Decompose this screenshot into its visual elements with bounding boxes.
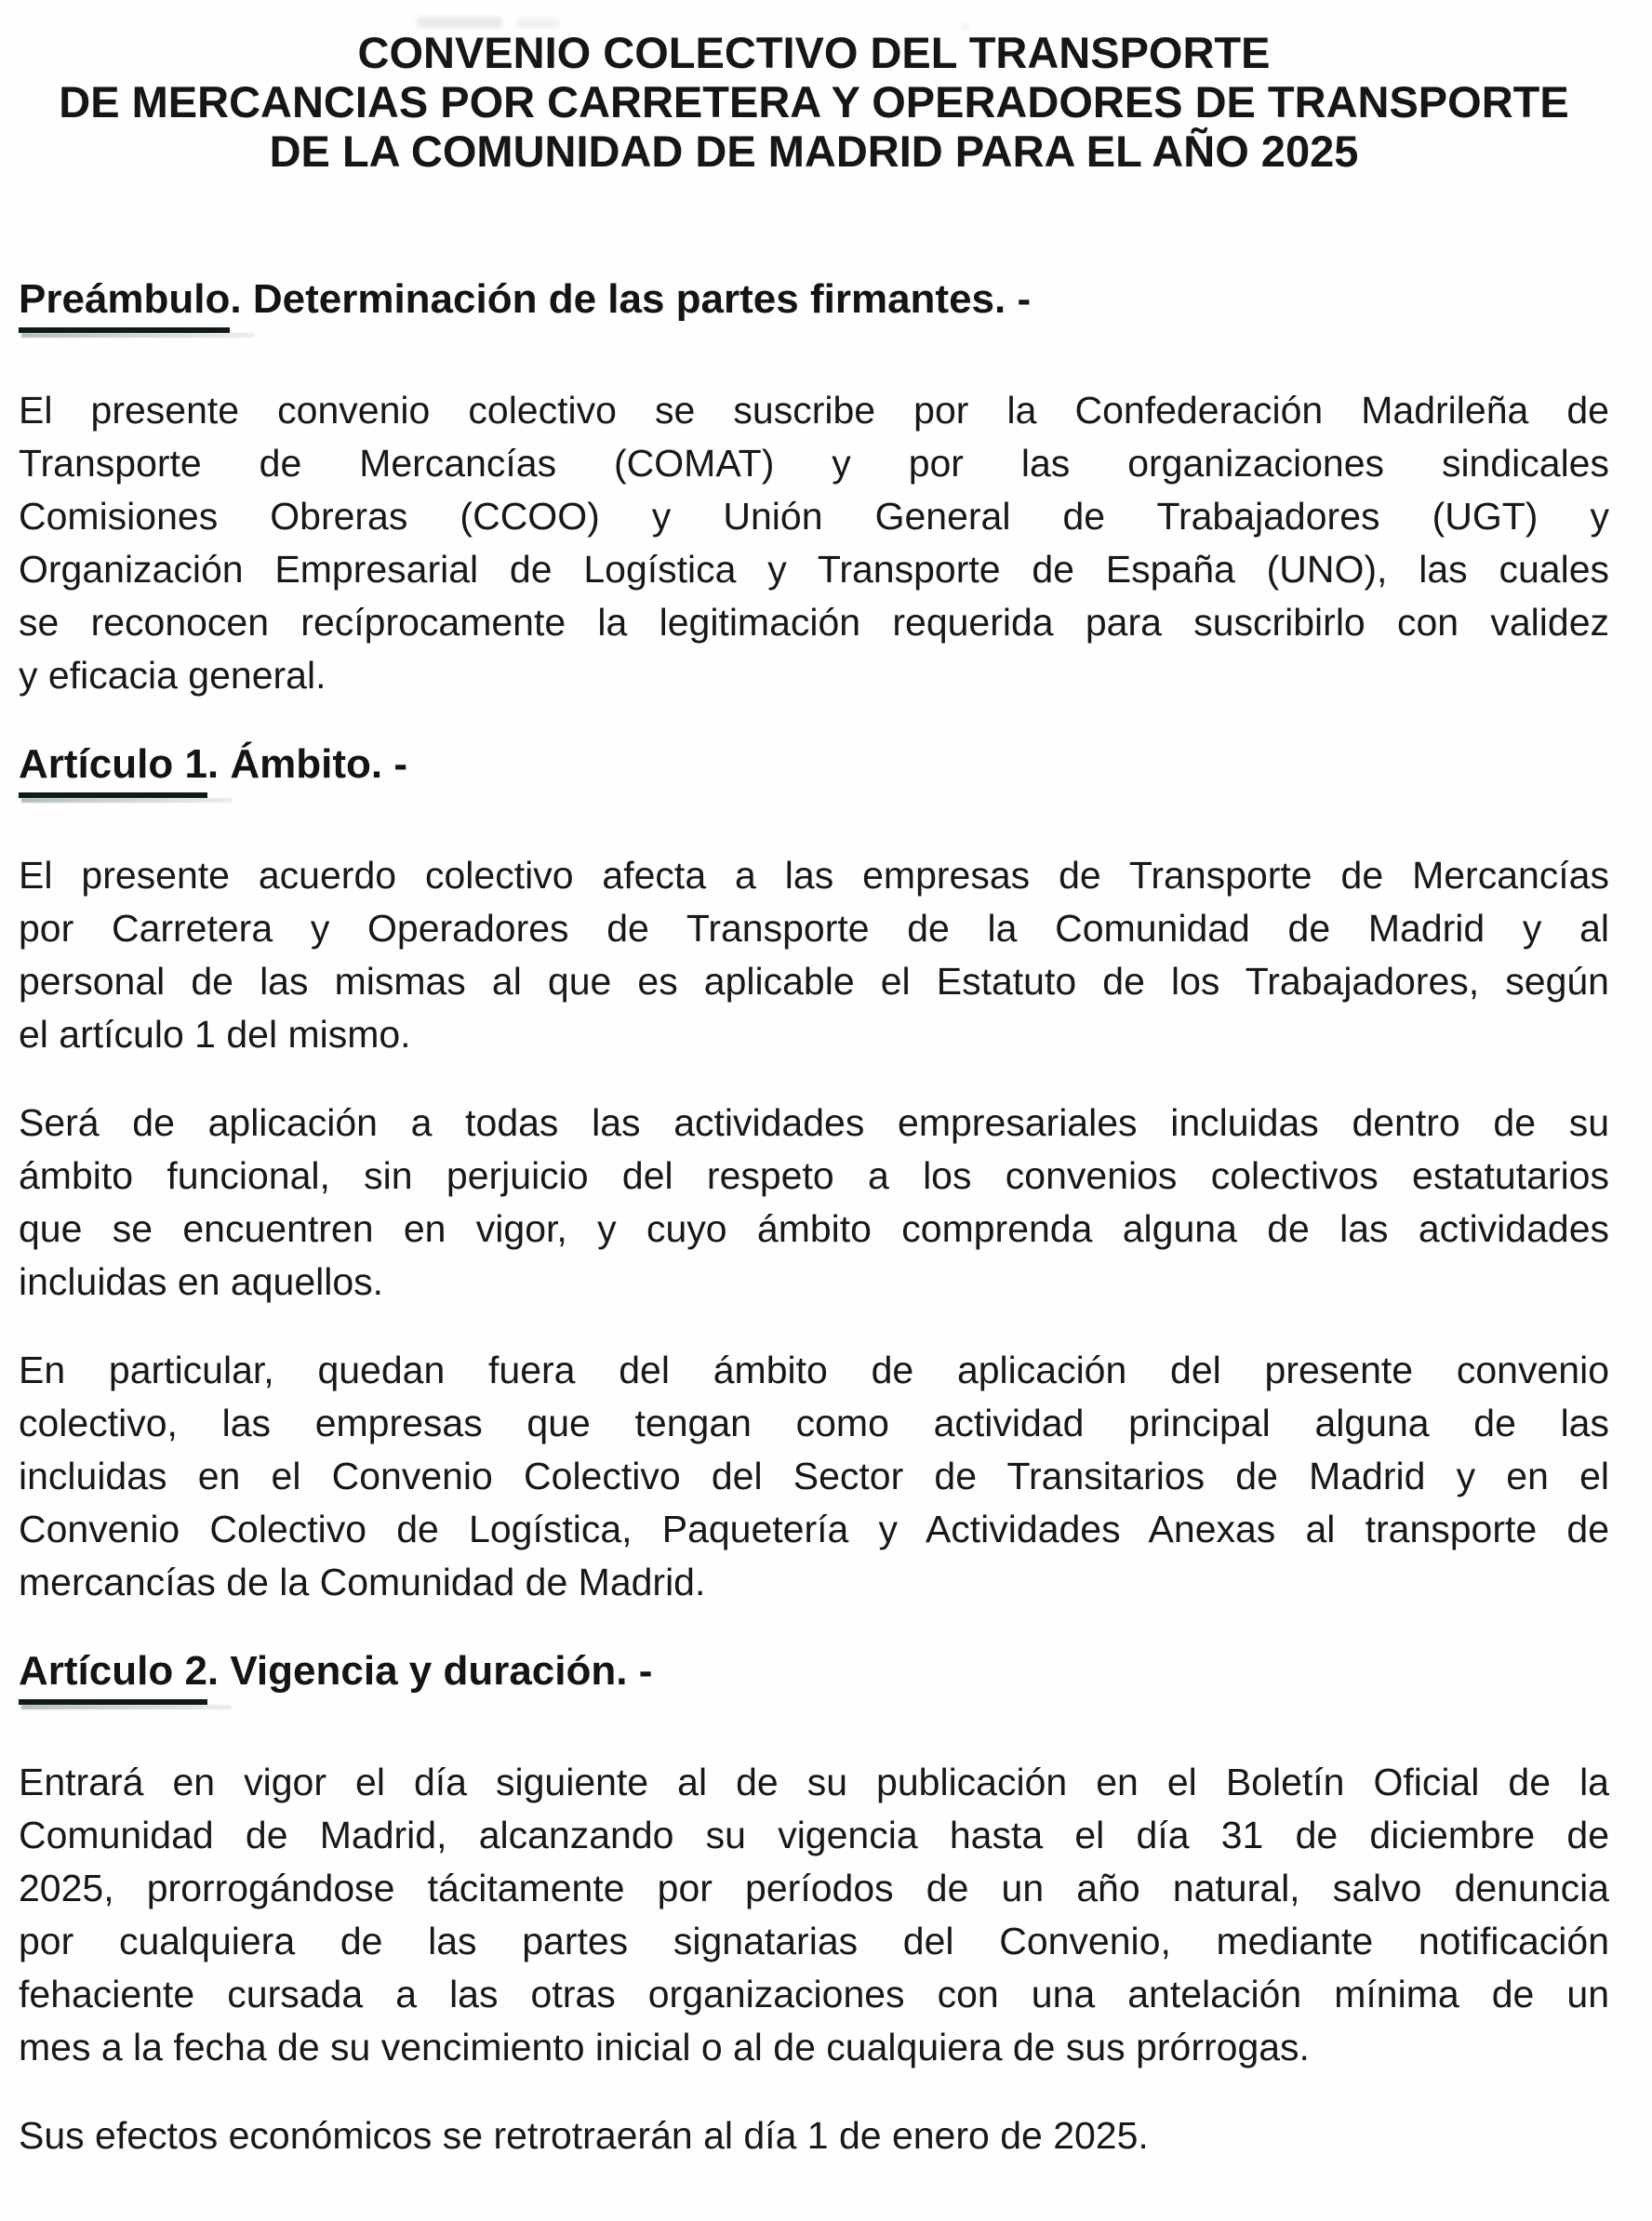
scan-smudge-artifact — [517, 19, 560, 28]
heading-rest-text: . Vigencia y duración. - — [206, 1648, 653, 1694]
text-line: Será de aplicación a todas las actividades empresariales incluidas dentro de su — [19, 1101, 1609, 1144]
paragraph — [19, 384, 1609, 702]
text-line: por Carretera y Operadores de Transporte de la Comunidad de Madrid y al — [19, 907, 1609, 950]
paragraph — [19, 1344, 1609, 1609]
scan-smudge-artifact — [962, 24, 969, 30]
text-line: fehaciente cursada a las otras organizaciones con una antelación mínima de un — [19, 1973, 1609, 2015]
document-title — [19, 28, 1609, 176]
text-line: por cualquiera de las partes signatarias del Convenio, mediante notificación — [19, 1920, 1609, 1962]
title-line: CONVENIO COLECTIVO DEL TRANSPORTE — [357, 28, 1271, 77]
paragraph — [19, 1756, 1609, 2074]
text-line: El presente convenio colectivo se suscribe por la Confederación Madrileña de — [19, 389, 1609, 432]
paragraph — [19, 2109, 1609, 2162]
document-body — [19, 273, 1609, 2162]
text-line: En particular, quedan fuera del ámbito de aplicación del presente convenio — [19, 1349, 1609, 1391]
text-line: que se encuentren en vigor, y cuyo ámbito comprenda alguna de las actividades — [19, 1207, 1609, 1250]
text-line: 2025, prorrogándose tácitamente por períodos de un año natural, salvo denuncia — [19, 1867, 1609, 1909]
text-line: Comunidad de Madrid, alcanzando su vigencia hasta el día 31 de diciembre de — [19, 1814, 1609, 1856]
text-line: Entrará en vigor el día siguiente al de su publicación en el Boletín Oficial de la — [19, 1761, 1609, 1803]
section-heading — [19, 1644, 1609, 1705]
text-line: el artículo 1 del mismo. — [19, 1013, 411, 1056]
heading-underlined-text: Preámbulo — [19, 273, 230, 333]
text-line: Sus efectos económicos se retrotraerán al día 1 de enero de 2025. — [19, 2114, 1149, 2157]
text-line: se reconocen recíprocamente la legitimación requerida para suscribirlo con validez — [19, 601, 1609, 644]
text-line: Comisiones Obreras (CCOO) y Unión General de Trabajadores (UGT) y — [19, 495, 1609, 538]
text-line: El presente acuerdo colectivo afecta a las empresas de Transporte de Mercancías — [19, 854, 1609, 897]
heading-underlined-text: Artículo 1 — [19, 738, 207, 798]
text-line: incluidas en aquellos. — [19, 1260, 384, 1303]
text-line: mes a la fecha de su vencimiento inicial o al de cualquiera de sus prórrogas. — [19, 2026, 1310, 2068]
text-line: incluidas en el Convenio Colectivo del Sector de Transitarios de Madrid y en el — [19, 1455, 1609, 1497]
text-line: mercancías de la Comunidad de Madrid. — [19, 1561, 706, 1603]
section-heading — [19, 738, 1609, 798]
text-line: Convenio Colectivo de Logística, Paquetería y Actividades Anexas al transporte de — [19, 1508, 1609, 1550]
title-line: DE MERCANCIAS POR CARRETERA Y OPERADORES DE TRANSPORTE — [59, 77, 1569, 126]
heading-underlined-text: Artículo 2 — [19, 1644, 207, 1705]
text-line: personal de las mismas al que es aplicable el Estatuto de los Trabajadores, según — [19, 960, 1609, 1003]
text-line: y eficacia general. — [19, 654, 326, 697]
text-line: Transporte de Mercancías (COMAT) y por las organizaciones sindicales — [19, 442, 1609, 485]
paragraph — [19, 849, 1609, 1061]
text-line: ámbito funcional, sin perjuicio del respeto a los convenios colectivos estatutarios — [19, 1154, 1609, 1197]
paragraph — [19, 1097, 1609, 1309]
text-line: Organización Empresarial de Logística y Transporte de España (UNO), las cuales — [19, 548, 1609, 591]
heading-rest-text: . Ámbito. - — [206, 741, 408, 787]
heading-rest-text: . Determinación de las partes firmantes. - — [230, 276, 1032, 322]
scan-smudge-artifact — [417, 17, 502, 28]
title-line: DE LA COMUNIDAD DE MADRID PARA EL AÑO 2025 — [269, 126, 1359, 176]
text-line: colectivo, las empresas que tengan como actividad principal alguna de las — [19, 1402, 1609, 1444]
section-heading — [19, 273, 1609, 333]
